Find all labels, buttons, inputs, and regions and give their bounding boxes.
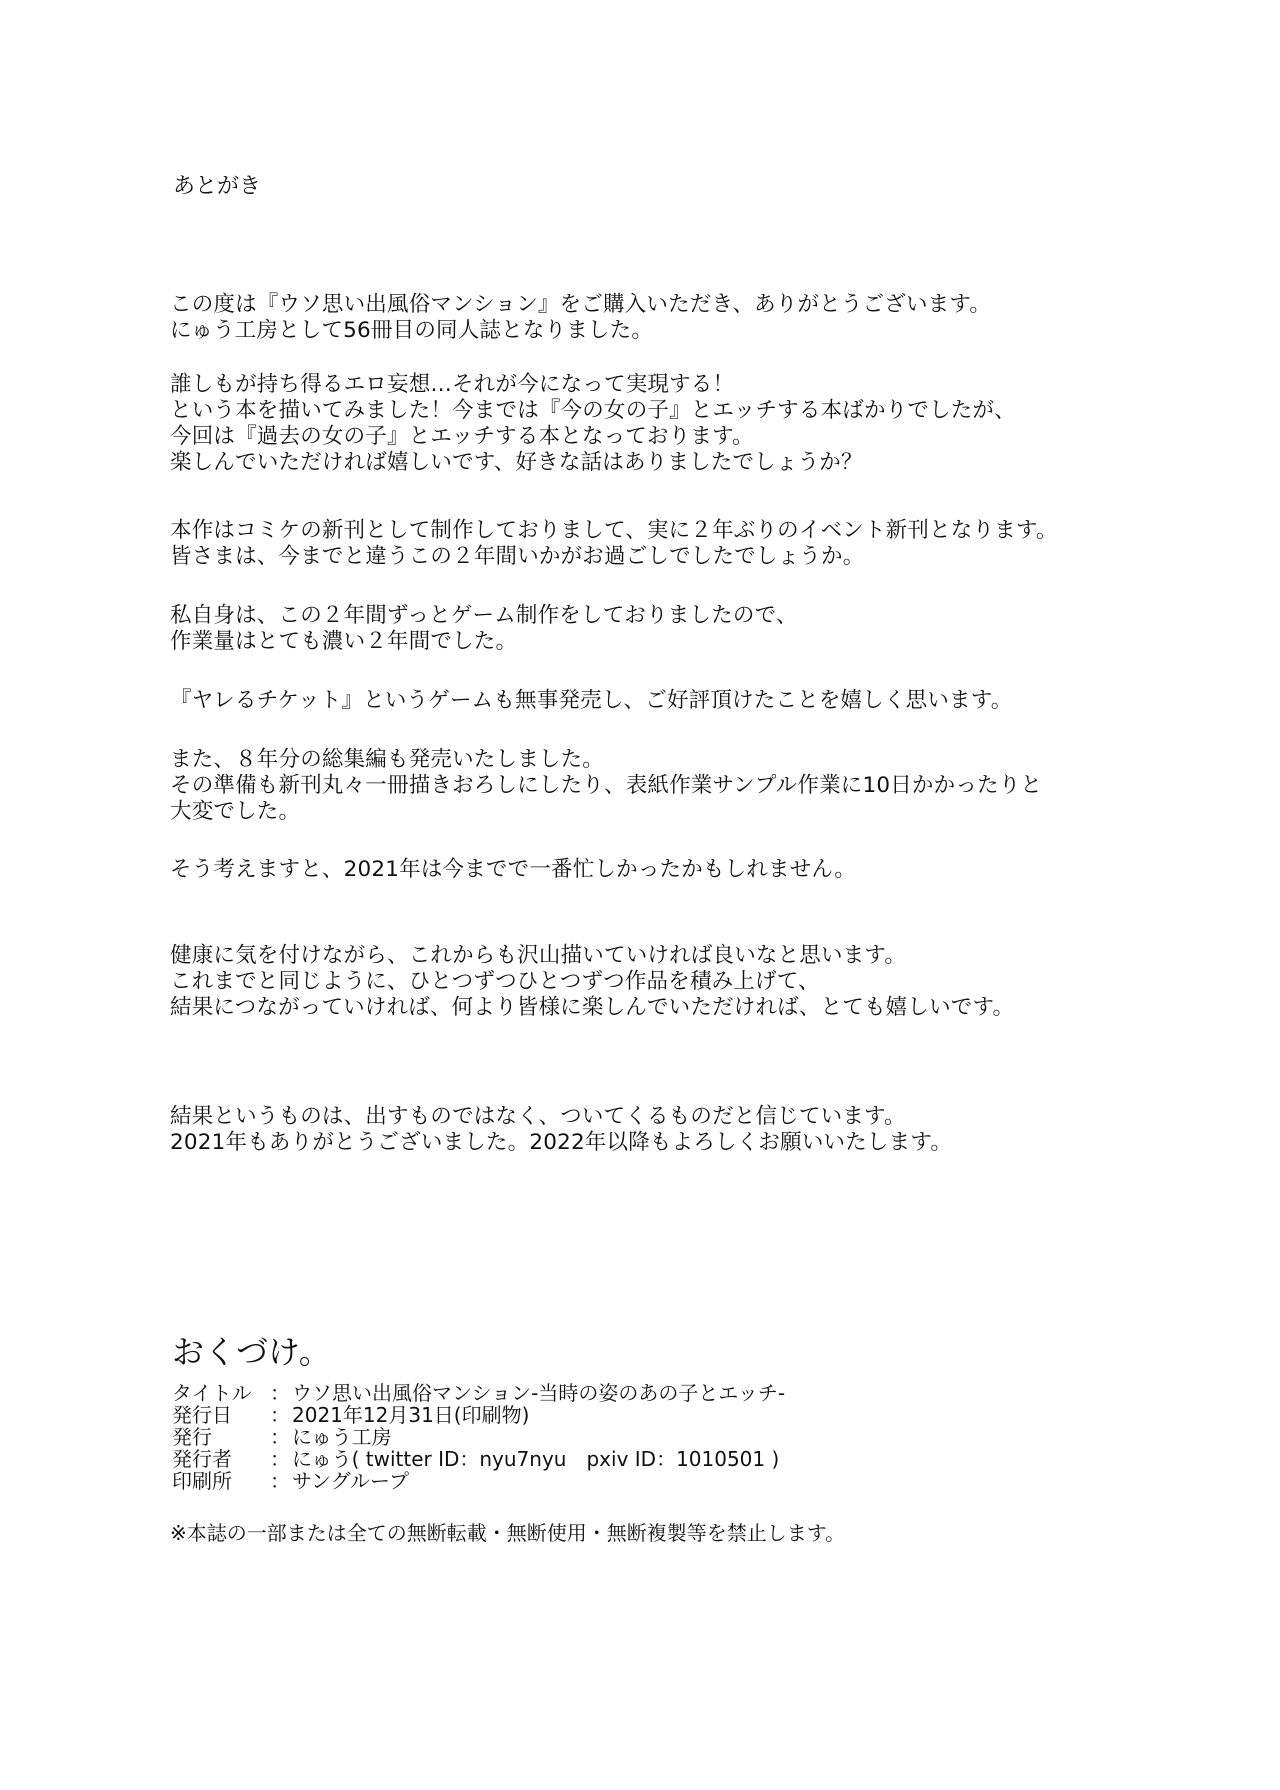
paragraph-line: これまでと同じように、ひとつずつひとつずつ作品を積み上げて、 [170,969,820,994]
paragraph-concept [170,372,1016,476]
paragraph-line: 私自身は、この２年間ずっとゲーム制作をしておりましたので、 [170,603,798,628]
colophon-row-printer [172,1470,785,1492]
paragraph-line: 結果につながっていければ、何より皆様に楽しんでいただければ、とても嬉しいです。 [170,995,1015,1020]
colophon-separator: ： [270,1403,290,1427]
paragraph-comiket [170,518,1058,570]
colophon-row-title [172,1382,785,1404]
colophon-separator: ： [270,1447,290,1471]
colophon-label: 発行 [172,1425,212,1449]
paragraph-line: 誰しもが持ち得るエロ妄想…それが今になって実現する！ [170,372,735,397]
paragraph-line: そう考えますと、2021年は今までで一番忙しかったかもしれません。 [170,857,857,882]
paragraph-closing [170,1104,952,1156]
paragraph-line: 作業量はとても濃い２年間でした。 [170,629,518,654]
paragraph-health [170,943,1014,1021]
colophon-label: 発行者 [172,1447,232,1471]
paragraph-line: 『ヤレるチケット』というゲームも無事発売し、ご好評頂けたことを嬉しく思います。 [170,688,1013,713]
paragraph-line: 健康に気を付けながら、これからも沢山描いていければ良いなと思います。 [170,943,907,968]
colophon-value: 2021年12月31日(印刷物) [292,1403,530,1427]
colophon-value: にゅう( twitter ID：nyu7nyu pxiv ID：1010501 ) [292,1447,780,1471]
paragraph-line: 皆さまは、今までと違うこの２年間いかがお過ごしでしたでしょうか。 [170,544,865,569]
colophon-value: ウソ思い出風俗マンション-当時の姿のあの子とエッチ- [292,1381,786,1405]
paragraph-game-dev [170,603,798,655]
colophon-label: 印刷所 [172,1469,232,1493]
paragraph-line: その準備も新刊丸々一冊描きおろしにしたり、表紙作業サンプル作業に10日かかったりと [170,773,1043,798]
colophon-row-publisher [172,1426,785,1448]
colophon-label: タイトル [172,1381,252,1405]
paragraph-line: 2021年もありがとうございました。2022年以降もよろしくお願いいたします。 [170,1130,953,1155]
paragraph-line: この度は『ウソ思い出風俗マンション』をご購入いただき、ありがとうございます。 [170,292,992,317]
paragraph-busy-year [170,857,856,883]
paragraph-line: 大変でした。 [170,799,301,824]
colophon-value: サングループ [292,1469,409,1493]
paragraph-line: また、８年分の総集編も発売いたしました。 [170,747,605,772]
afterword-heading: あとがき [173,174,262,199]
colophon-separator: ： [270,1425,290,1449]
colophon-separator: ： [270,1469,290,1493]
paragraph-line: 楽しんでいただければ嬉しいです、好きな話はありましたでしょうか？ [170,450,863,475]
colophon-separator: ： [270,1381,290,1405]
colophon-row-date [172,1404,785,1426]
colophon-label: 発行日 [172,1403,232,1427]
colophon-row-author [172,1448,785,1470]
paragraph-line: 今回は『過去の女の子』とエッチする本となっております。 [170,424,754,449]
copyright-notice: ※本誌の一部または全ての無断転載・無断使用・無断複製等を禁止します。 [170,1521,846,1545]
paragraph-line: という本を描いてみました！今までは『今の女の子』とエッチする本ばかりでしたが、 [170,398,1016,423]
paragraph-thanks [170,292,991,344]
paragraph-game-release [170,688,1012,714]
colophon-table [172,1382,785,1492]
paragraph-line: にゅう工房として56冊目の同人誌となりました。 [170,318,654,343]
paragraph-compilation [170,747,1042,825]
colophon-value: にゅう工房 [292,1425,392,1449]
paragraph-line: 結果というものは、出すものではなく、ついてくるものだと信じています。 [170,1104,906,1129]
paragraph-line: 本作はコミケの新刊として制作しておりまして、実に２年ぶりのイベント新刊となります。 [170,518,1058,543]
colophon-title: おくづけ。 [172,1333,331,1371]
